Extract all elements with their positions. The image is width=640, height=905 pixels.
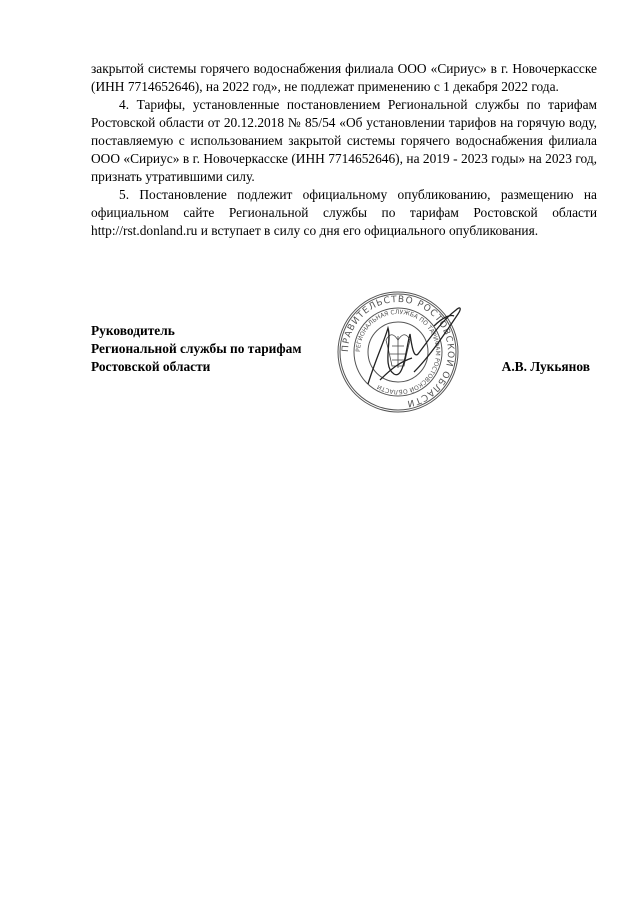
signatory-position-line-3: Ростовской области [91,359,211,374]
signatory-position-line-2: Региональной службы по тарифам [91,341,302,356]
signatory-position-line-1: Руководитель [91,323,175,338]
official-seal-stamp [322,288,474,416]
seal-ring-text: ПРАВИТЕЛЬСТВО РОСТОВСКОЙ ОБЛАСТИ [340,294,456,409]
seal-inner-text: РЕГИОНАЛЬНАЯ СЛУЖБА ПО ТАРИФАМ РОСТОВСКОЙ ОБЛАСТИ [354,308,442,396]
signatory-name: А.В. Лукьянов [501,359,590,374]
paragraph-4: 4. Тарифы, установленные постановлением Региональной службы по тарифам Ростовской области от 20.12.2018 № 85/54 «Об установлении тарифов на горячую воду, поставляемую с использованием закрытой системы горячего водоснабжения филиала ООО «Сириус» в г. Новочеркасске (ИНН 7714652646), на 2019 - 2023 годы» на 2023 год, признать утратившими силу. [91,97,597,184]
paragraph-5: 5. Постановление подлежит официальному опубликованию, размещению на официальном сайте Региональной службы по тарифам Ростовской области http://rst.donland.ru и вступает в силу со дня его официального опубликования. [91,187,597,238]
paragraph-continuation: закрытой системы горячего водоснабжения филиала ООО «Сириус» в г. Новочеркасске (ИНН 7714652646), на 2022 год», не подлежат применению с 1 декабря 2022 года. [91,61,597,94]
document-body [91,60,597,240]
